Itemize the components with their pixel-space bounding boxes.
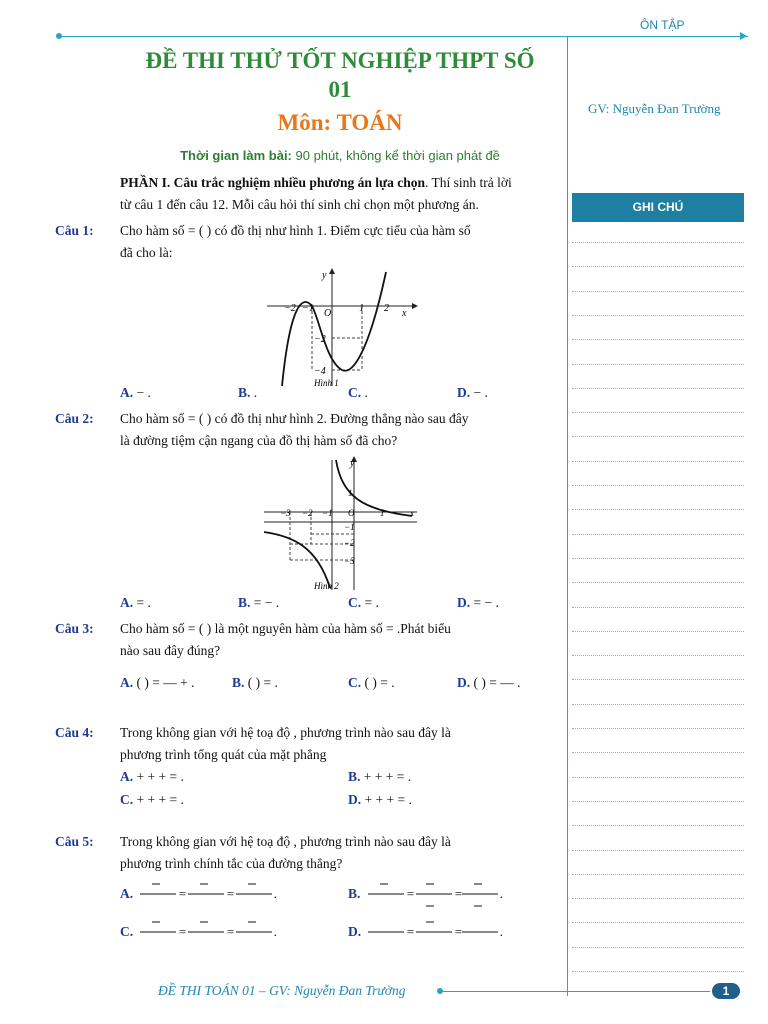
notes-line <box>572 898 744 899</box>
q2-option-d[interactable]: D. = − . <box>457 595 499 610</box>
svg-text:=: = <box>406 924 415 939</box>
notes-line <box>572 291 744 292</box>
svg-text:−2: −2 <box>284 303 296 314</box>
notes-line <box>572 679 744 680</box>
svg-text:x: x <box>410 508 414 518</box>
q2-option-c[interactable]: C. = . <box>348 595 379 610</box>
notes-line <box>572 315 744 316</box>
q5-label: Câu 5: <box>55 834 94 849</box>
notes-line <box>572 752 744 753</box>
q4-text <box>120 722 565 766</box>
svg-text:1: 1 <box>348 488 353 498</box>
q2-label: Câu 2: <box>55 411 94 426</box>
notes-line <box>572 266 744 267</box>
notes-line <box>572 874 744 875</box>
svg-text:O: O <box>324 308 332 319</box>
svg-text:−1: −1 <box>344 522 355 532</box>
q5-option-b[interactable]: B. <box>348 886 361 901</box>
svg-text:O: O <box>348 508 355 518</box>
svg-text:−1: −1 <box>302 303 314 314</box>
q4-option-b[interactable]: B. + + + = . <box>348 769 412 784</box>
notes-line <box>572 631 744 632</box>
page-title <box>120 46 560 104</box>
notes-line <box>572 412 744 413</box>
author-label: GV: Nguyễn Đan Trường <box>588 101 721 116</box>
title-line1: ĐỀ THI THỬ TỐT NGHIỆP THPT SỐ <box>145 48 535 73</box>
q1-option-a[interactable]: A. − . <box>120 385 151 400</box>
q3-line2: nào sau đây đúng? <box>120 643 221 658</box>
svg-text:−3: −3 <box>344 556 355 566</box>
q1-label: Câu 1: <box>55 223 94 238</box>
sidebar-border <box>567 36 568 996</box>
q4-line2: phương trình tổng quát của mặt phẳng <box>120 747 327 762</box>
footer-rule <box>440 991 710 992</box>
q3-label: Câu 3: <box>55 621 94 636</box>
q5-fractions <box>136 878 556 948</box>
svg-text:1: 1 <box>359 303 364 314</box>
svg-text:−2: −2 <box>344 538 355 548</box>
title-line2: 01 <box>328 77 352 102</box>
svg-text:=: = <box>178 886 187 901</box>
notes-line <box>572 242 744 243</box>
notes-line <box>572 825 744 826</box>
svg-text:−3: −3 <box>280 508 291 518</box>
q5-line1: Trong không gian với hệ toạ độ , phương trình nào sau đây là <box>120 834 451 849</box>
part1-heading: PHẦN I. Câu trắc nghiệm nhiều phương án lựa chọn <box>120 175 425 190</box>
q5-text <box>120 831 565 875</box>
header-tag: ÔN TẬP <box>640 18 685 32</box>
q3-option-d[interactable]: D. ( ) = — . <box>457 675 521 690</box>
q2-line2: là đường tiệm cận ngang của đồ thị hàm số đã cho? <box>120 433 398 448</box>
notes-line <box>572 509 744 510</box>
svg-text:.: . <box>500 886 504 901</box>
q5-line2: phương trình chính tắc của đường thẳng? <box>120 856 343 871</box>
time-value: 90 phút, không kể thời gian phát đề <box>291 148 500 163</box>
notes-header <box>572 193 744 222</box>
notes-label: GHI CHÚ <box>632 200 684 214</box>
q5-option-c[interactable]: C. <box>120 924 134 939</box>
q5-options <box>120 878 565 948</box>
q5-option-a[interactable]: A. <box>120 886 134 901</box>
svg-text:−4: −4 <box>314 366 326 377</box>
svg-text:y: y <box>350 458 355 469</box>
notes-line <box>572 850 744 851</box>
q4-option-c[interactable]: C. + + + = . <box>120 792 184 807</box>
q1-option-c[interactable]: C. . <box>348 385 368 400</box>
q4-line1: Trong không gian với hệ toạ độ , phương trình nào sau đây là <box>120 725 451 740</box>
svg-text:=: = <box>178 924 187 939</box>
svg-text:.: . <box>500 924 504 939</box>
page-number: 1 <box>712 983 740 999</box>
notes-line <box>572 534 744 535</box>
q2-option-b[interactable]: B. = − . <box>238 595 280 610</box>
q2-option-a[interactable]: A. = . <box>120 595 151 610</box>
svg-text:.: . <box>274 886 278 901</box>
q4-option-d[interactable]: D. + + + = . <box>348 792 412 807</box>
header-rule <box>58 36 748 37</box>
subject-title: Môn: TOÁN <box>277 110 403 135</box>
q3-option-c[interactable]: C. ( ) = . <box>348 675 395 690</box>
svg-text:y: y <box>322 270 327 281</box>
notes-line <box>572 436 744 437</box>
notes-line <box>572 971 744 972</box>
svg-text:=: = <box>226 924 235 939</box>
notes-line <box>572 558 744 559</box>
notes-line <box>572 777 744 778</box>
header-arrow <box>740 32 747 40</box>
q4-options <box>120 769 565 815</box>
q1-line1: Cho hàm số = ( ) có đồ thị như hình 1. Điểm cực tiểu của hàm số <box>120 223 471 238</box>
q2-line1: Cho hàm số = ( ) có đồ thị như hình 2. Đường thẳng nào sau đây <box>120 411 469 426</box>
footer-dot <box>437 988 443 994</box>
q1-text <box>120 220 565 264</box>
notes-line <box>572 947 744 948</box>
svg-text:1: 1 <box>380 508 385 518</box>
svg-text:2: 2 <box>384 303 389 314</box>
notes-line <box>572 339 744 340</box>
header-dot <box>56 33 62 39</box>
figure-1 <box>262 266 422 390</box>
notes-line <box>572 728 744 729</box>
figure-1-caption: Hình 1 <box>314 378 339 388</box>
notes-line <box>572 485 744 486</box>
q3-option-b[interactable]: B. ( ) = . <box>232 675 278 690</box>
notes-line <box>572 607 744 608</box>
q3-text <box>120 618 565 662</box>
time-info <box>120 148 560 163</box>
q4-label: Câu 4: <box>55 725 94 740</box>
svg-text:.: . <box>274 924 278 939</box>
part1-intro <box>120 172 565 216</box>
svg-text:−1: −1 <box>322 508 333 518</box>
figure-2 <box>262 456 422 592</box>
figure-2-caption: Hình 2 <box>314 581 339 591</box>
time-label: Thời gian làm bài: <box>180 148 292 163</box>
notes-line <box>572 922 744 923</box>
svg-text:−2: −2 <box>314 334 326 345</box>
svg-text:=: = <box>226 886 235 901</box>
footer-text: ĐỀ THI TOÁN 01 – GV: Nguyễn Đan Trường <box>158 983 406 998</box>
part1-text1: . Thí sinh trả lời <box>424 175 512 190</box>
notes-line <box>572 461 744 462</box>
svg-text:−2: −2 <box>302 508 313 518</box>
svg-text:=: = <box>406 886 415 901</box>
notes-line <box>572 801 744 802</box>
q3-option-a[interactable]: A. ( ) = — + . <box>120 675 195 690</box>
q1-option-b[interactable]: B. . <box>238 385 258 400</box>
svg-text:=: = <box>454 924 463 939</box>
svg-text:x: x <box>402 308 407 319</box>
notes-line <box>572 704 744 705</box>
notes-line <box>572 364 744 365</box>
q1-line2: đã cho là: <box>120 245 173 260</box>
q5-option-d[interactable]: D. <box>348 924 362 939</box>
q4-option-a[interactable]: A. + + + = . <box>120 769 184 784</box>
notes-line <box>572 655 744 656</box>
part1-text2: từ câu 1 đến câu 12. Mỗi câu hỏi thí sinh chỉ chọn một phương án. <box>120 197 479 212</box>
q3-line1: Cho hàm số = ( ) là một nguyên hàm của hàm số = .Phát biểu <box>120 621 451 636</box>
notes-line <box>572 582 744 583</box>
svg-text:=: = <box>454 886 463 901</box>
q1-option-d[interactable]: D. − . <box>457 385 488 400</box>
q2-text <box>120 408 565 452</box>
notes-line <box>572 388 744 389</box>
